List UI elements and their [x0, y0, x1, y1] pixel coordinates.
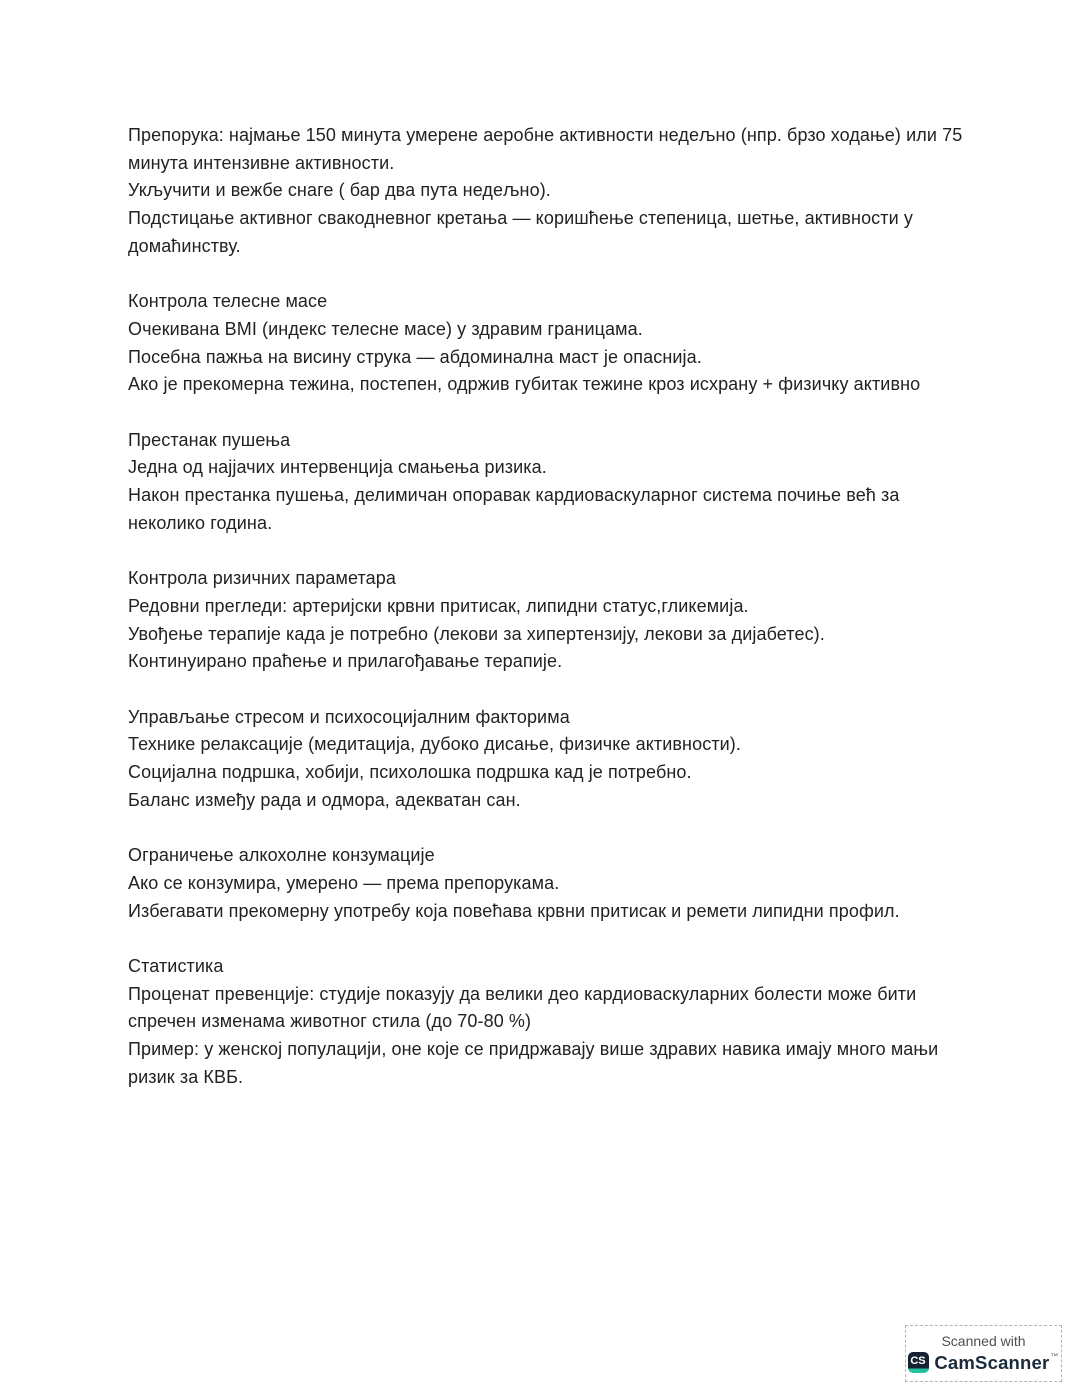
camscanner-watermark	[905, 1325, 1062, 1382]
text-line: Контрола телесне масе	[128, 291, 328, 312]
text-line: Једна од најјачих интервенција смањења ризика.	[128, 457, 547, 478]
text-line: Ограничење алкохолне конзумације	[128, 845, 435, 866]
text-line: Ако је прекомерна тежина, постепен, одржив губитак тежине кроз исхрану + физичку активно	[128, 374, 921, 395]
paragraph	[128, 953, 1008, 1092]
text-line: Након престанка пушења, делимичан опоравак кардиоваскуларног система почиње већ за	[128, 485, 900, 506]
paragraph	[128, 842, 1008, 925]
text-line: Пример: у женској популацији, оне које се придржавају више здравих навика имају много мањи	[128, 1039, 939, 1060]
text-line: Управљање стресом и психосоцијалним факторима	[128, 706, 570, 727]
paragraph	[128, 288, 1008, 399]
camscanner-logo-icon: CS	[908, 1352, 929, 1373]
text-line: Укључити и вежбе снаге ( бар два пута недељно).	[128, 180, 551, 201]
text-line: Редовни прегледи: артеријски крвни притисак, липидни статус,гликемија.	[128, 595, 749, 616]
text-line: спречен изменама животног стила (до 70-80 %)	[128, 1011, 532, 1032]
paragraph	[128, 704, 1008, 815]
text-line: Посебна пажња на висину струка — абдоминална маст је опаснија.	[128, 346, 702, 367]
watermark-scanned-with-text: Scanned with	[941, 1333, 1026, 1349]
text-line: Социјална подршка, хобији, психолошка подршка кад је потребно.	[128, 762, 692, 783]
text-line: Ако се конзумира, умерено — према препорукама.	[128, 872, 560, 893]
text-line: Очекивана BMI (индекс телесне масе) у здравим границама.	[128, 318, 643, 339]
text-line: неколико година.	[128, 512, 273, 533]
text-line: Статистика	[128, 956, 224, 976]
text-line: Престанак пушења	[128, 429, 291, 450]
watermark-brand-text: CamScanner™	[934, 1351, 1059, 1373]
text-line: Увођење терапије када је потребно (лекови за хипертензију, лекови за дијабетес).	[128, 623, 825, 644]
text-line: ризик за КВБ.	[128, 1066, 244, 1087]
text-line: Избегавати прекомерну употребу која повећава крвни притисак и ремети липидни профил.	[128, 900, 900, 921]
text-line: Подстицање активног свакодневног кретања — коришћење степеница, шетње, активности у	[128, 208, 913, 229]
text-line: Проценат превенције: студије показују да велики део кардиоваскуларних болести може бити	[128, 983, 917, 1004]
paragraph	[128, 122, 1008, 261]
paragraph	[128, 565, 1008, 676]
text-line: Контрола ризичних параметара	[128, 568, 397, 589]
watermark-brand-row	[908, 1352, 1058, 1373]
text-line: Препорука: најмање 150 минута умерене аеробне активности недељно (нпр. брзо ходање) или 75	[128, 125, 963, 145]
text-line: минута интензивне активности.	[128, 152, 395, 173]
text-line: Континуирано праћење и прилагођавање терапије.	[128, 651, 563, 672]
document-body	[128, 122, 1008, 1092]
text-line: Технике релаксације (медитација, дубоко дисање, физичке активности).	[128, 734, 742, 755]
text-line: домаћинству.	[128, 235, 241, 256]
paragraph	[128, 427, 1008, 538]
text-line: Баланс између рада и одмора, адекватан сан.	[128, 789, 521, 810]
trademark-symbol: ™	[1050, 1351, 1059, 1361]
